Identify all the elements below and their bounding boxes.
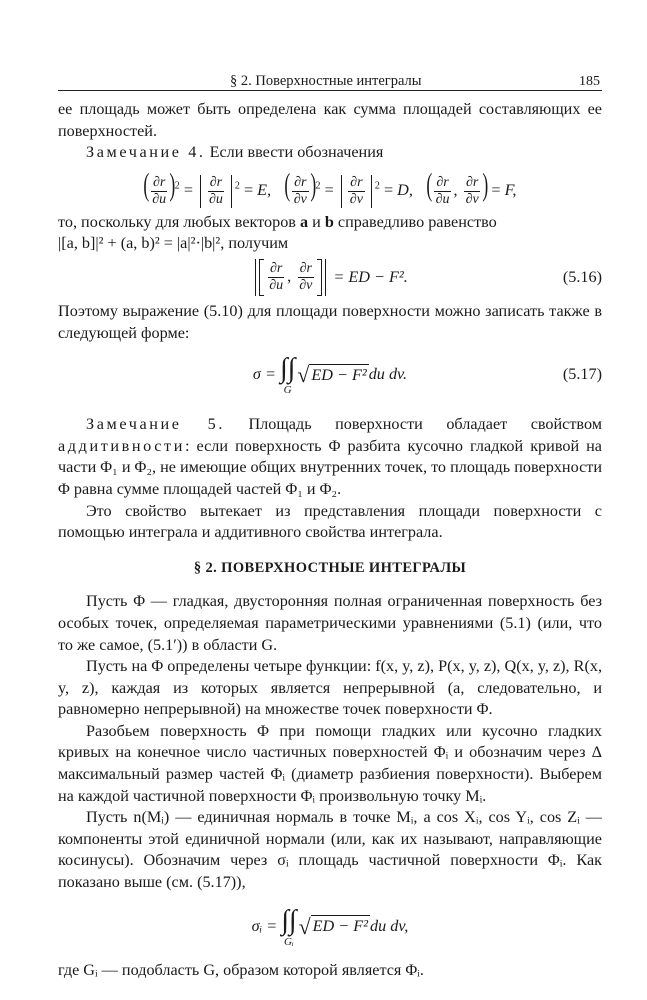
paragraph-property: Это свойство вытекает из представления площади поверхности с помощью интеграла и аддитивного свойства интеграла. bbox=[58, 501, 602, 542]
eq-number-5-17: (5.17) bbox=[562, 365, 602, 384]
eq-term-D: ( $\frac{\partial r}{\partial v}$ )$^2$ = $\frac{\partial r}{\partial v}$ $^2$ = D, bbox=[284, 165, 413, 207]
remark-5-label: Замечание 5. bbox=[86, 415, 225, 434]
remark-4-label: Замечание 4. bbox=[86, 143, 206, 162]
header-title: § 2. Поверхностные интегралы bbox=[230, 73, 422, 89]
running-header bbox=[58, 66, 602, 91]
equation-5-17: σ = ∫∫ G √ ED − F² du dv. (5.17) bbox=[252, 353, 602, 397]
section-heading: § 2. ПОВЕРХНОСТНЫЕ ИНТЕГРАЛЫ bbox=[193, 559, 467, 576]
paragraph-split: Разобьем поверхность Φ при помощи гладких или кусочно гладких кривых на конечное число частичных поверхностей Φᵢ и обозначим через Δ максимальный размер частей Φᵢ (диаметр разбиения поверхности). Выберем на каждой частичной поверхности Φᵢ произвольную точку Mᵢ. bbox=[58, 721, 602, 805]
remark-5: Замечание 5. Площадь поверхности обладает свойством аддитивности: если поверхность Φ разбита кусочно гладкой кривой на части Φ₁ и Φ₂, не имеющие общих внутренних точек, то площадь поверхности Φ равна сумме площадей частей Φ₁ и Φ₂. bbox=[58, 415, 602, 498]
equation-5-16: $\frac{\partial r}{\partial u}$ , $\frac{\partial r}{\partial v}$ = ED − F². (5.16) bbox=[58, 255, 602, 301]
identity-line: |[a, b]|² + (a, b)² = |a|²·|b|², получим bbox=[58, 234, 289, 253]
paragraph-let-2: Пусть на Φ определены четыре функции: f(x, y, z), P(x, y, z), Q(x, y, z), R(x, y, z), каждая из которых является непрерывной (а, следовательно, и равномерно непрерывной) на множестве точек поверхности Φ. bbox=[58, 657, 602, 719]
equation-sigma-i: σᵢ = ∫∫ Gᵢ √ ED − F² du dv, bbox=[251, 904, 409, 948]
remark-4 bbox=[58, 142, 602, 164]
paragraph-let-1: Пусть Φ — гладкая, двусторонняя полная ограниченная поверхность без особых точек, определяемая параметрическими уравнениями (5.1) (или, что то же самое, (5.1′)) в области G. bbox=[58, 592, 602, 654]
paragraph-normal: Пусть n(Mᵢ) — единичная нормаль в точке Mᵢ, а cos Xᵢ, cos Yᵢ, cos Zᵢ — компоненты этой единичной нормали (или, как их называют, направляющие косинусы). Обозначим через σᵢ площадь частичной поверхности Φᵢ. Как показано выше (см. (5.17)), bbox=[58, 808, 602, 892]
page-number: 185 bbox=[579, 74, 600, 89]
remark-4-text: Если ввести обозначения bbox=[205, 143, 384, 162]
paragraph-then: то, поскольку для любых векторов a и b справедливо равенство |[a, b]|² + (a, b)² = |a|²·|b|², получим bbox=[58, 212, 497, 253]
page bbox=[58, 66, 602, 981]
eq-5-16-rhs: = ED − F². bbox=[333, 268, 408, 287]
paragraph-area-sum: ее площадь может быть определена как сумма площадей составляющих ее поверхностей. bbox=[58, 100, 602, 140]
eq-number-5-16: (5.16) bbox=[562, 268, 602, 287]
eq-term-E: ( $\frac{\partial r}{\partial u}$ )$^2$ = $\frac{\partial r}{\partial u}$ $^2$ = E, bbox=[142, 165, 272, 207]
paragraph-where: где Gᵢ — подобласть G, образом которой является Φᵢ. bbox=[58, 960, 424, 979]
equation-defs bbox=[58, 164, 602, 212]
eq-term-F: ( $\frac{\partial r}{\partial u}$ , $\frac{\partial r}{\partial v}$ ) = F, bbox=[426, 165, 517, 207]
paragraph-therefore: Поэтому выражение (5.10) для площади поверхности можно записать также в следующей форме: bbox=[58, 301, 602, 342]
